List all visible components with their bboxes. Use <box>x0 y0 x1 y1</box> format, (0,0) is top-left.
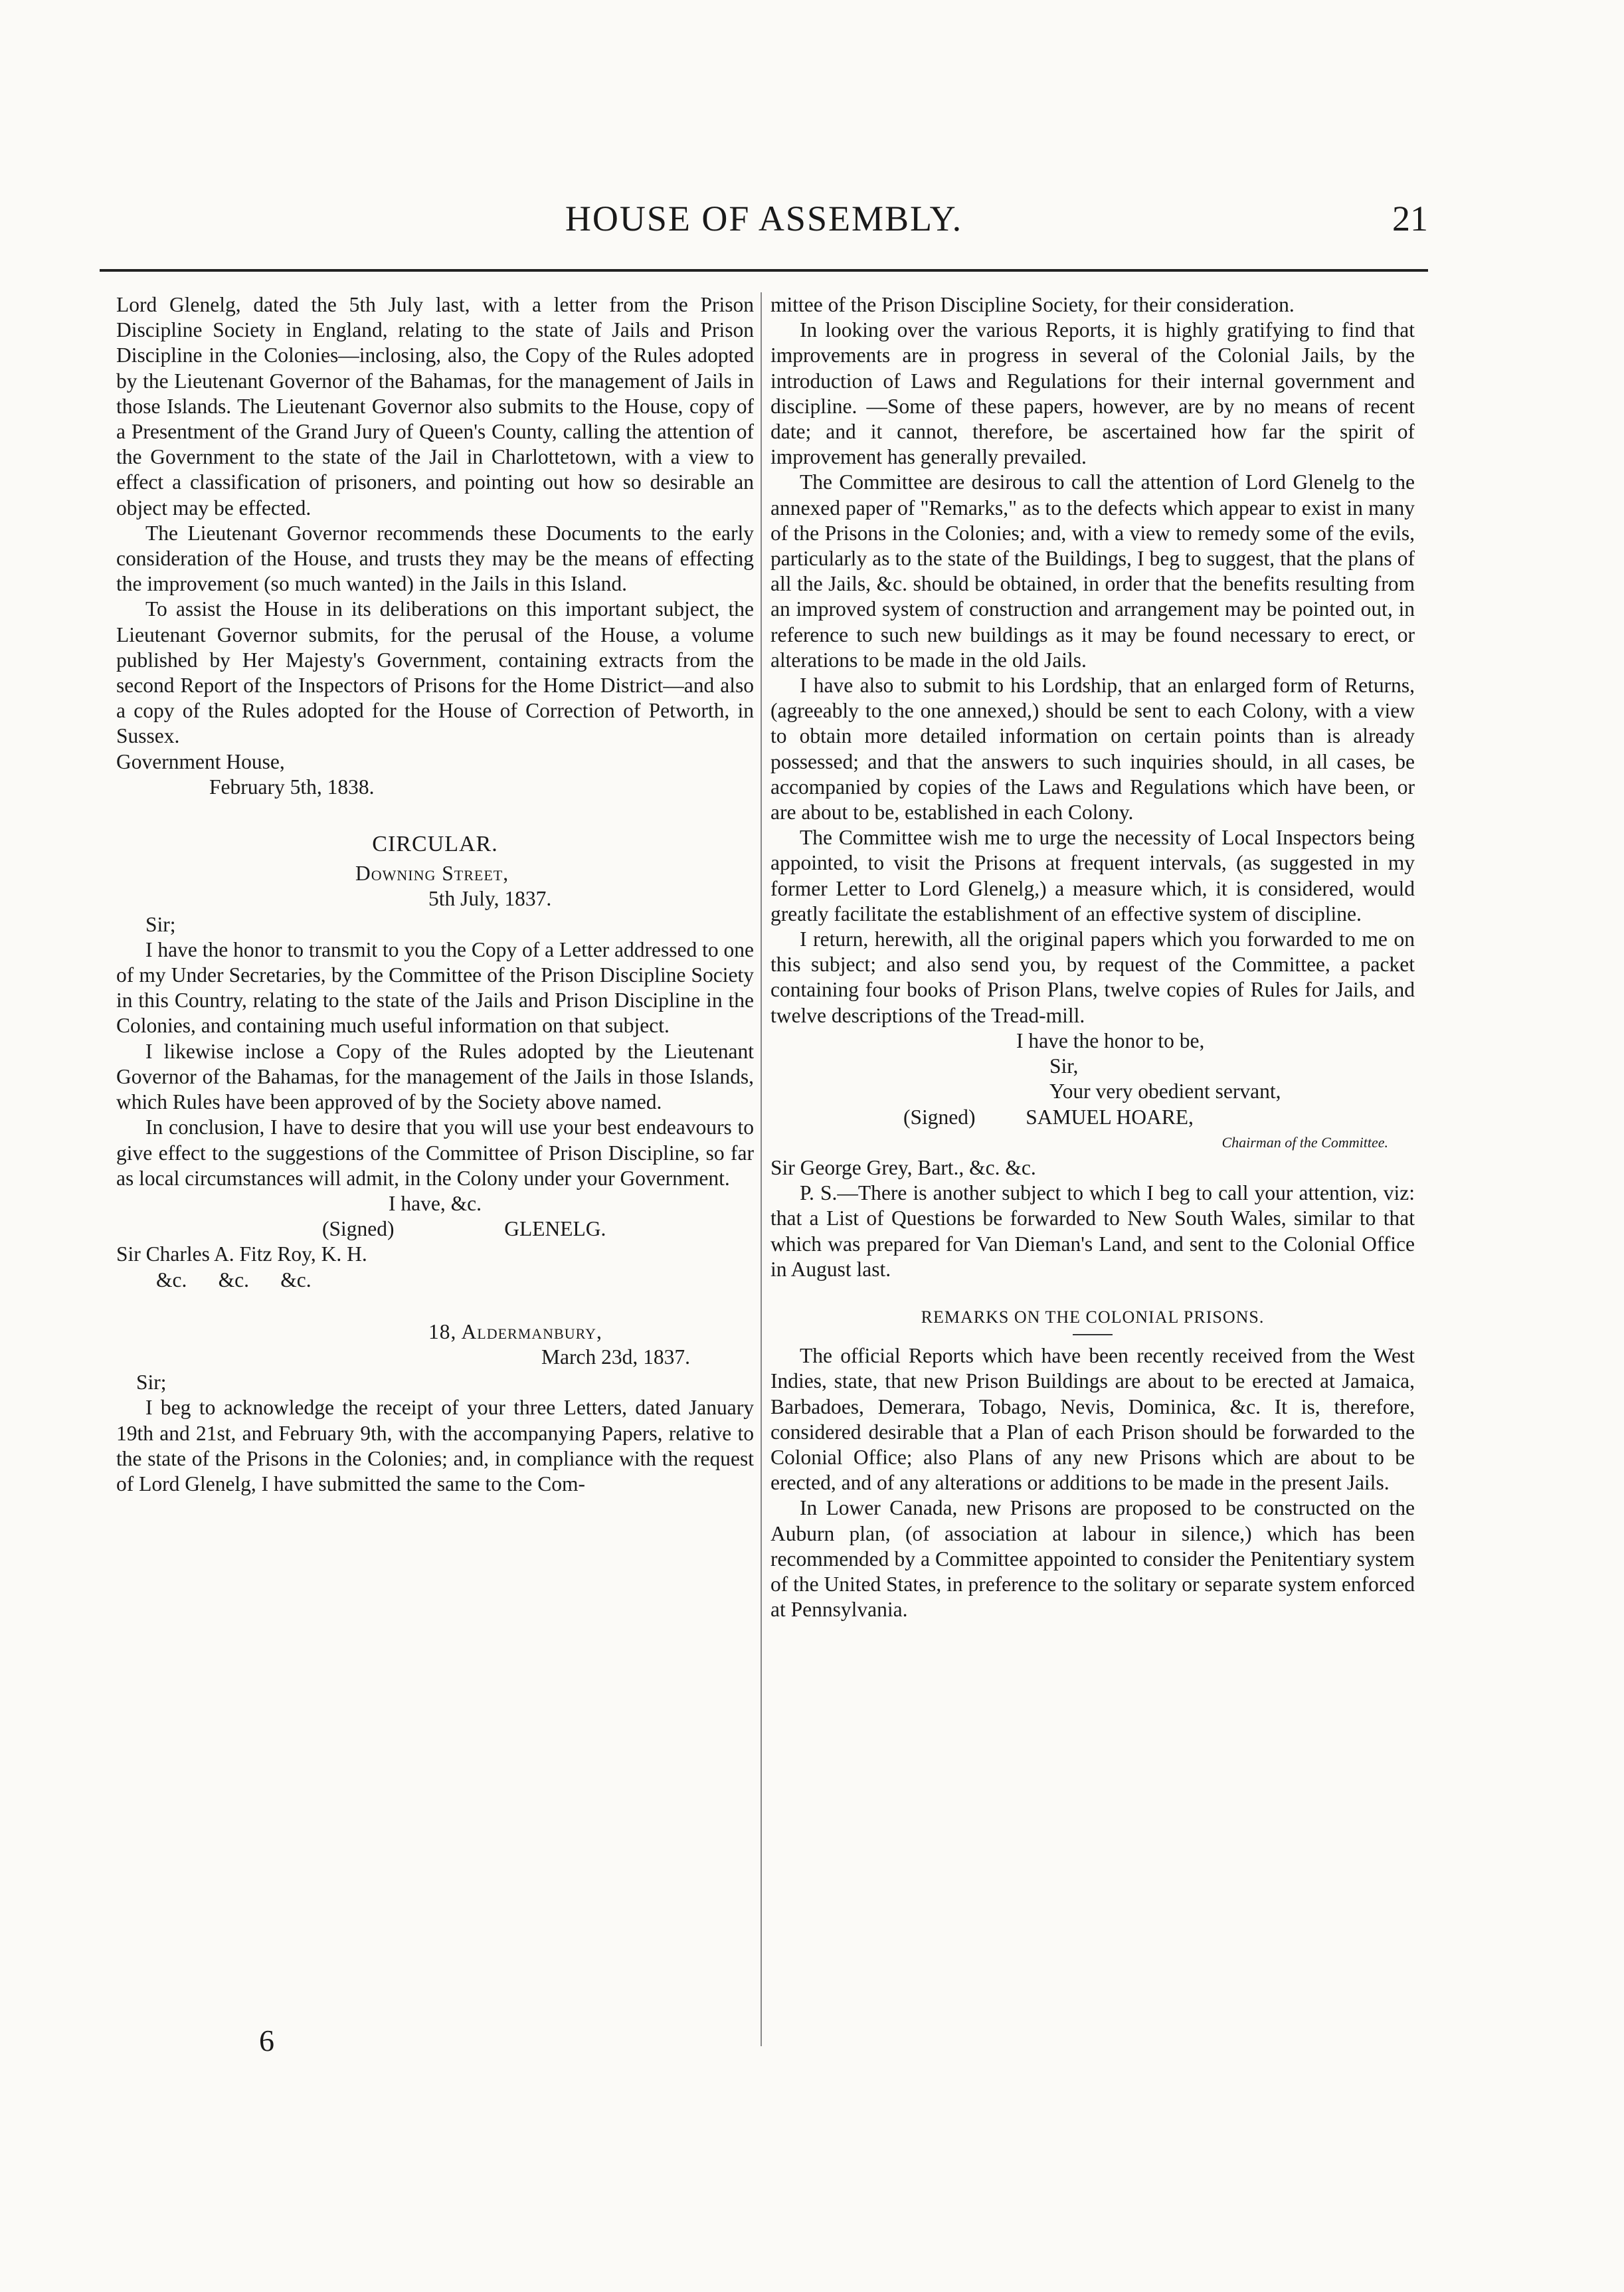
salutation: Sir; <box>145 912 176 936</box>
paragraph: Lord Glenelg, dated the 5th July last, with a letter from the Prison Discipline Society in England, relating to the state of Jails and Prison Discipline in the Colonies—inclosing, also, the Copy of the Rules adopted by the Lieutenant Governor of the Bahamas, for the management of Jails in those Islands. The Lieutenant Governor also submits to the House, copy of a Presentment of the Grand Jury of Queen's County, calling the attention of the Government to the state of the Jail in Charlottetown, with a view to effect a classification of prisoners, and pointing out how so desirable an object may be effected. <box>116 293 754 520</box>
etc-line: &c. &c. &c. <box>156 1268 312 1291</box>
circular-heading: CIRCULAR. <box>372 832 498 857</box>
signature-mark: 6 <box>259 2024 274 2057</box>
paragraph: The official Reports which have been recently received from the West Indies, state, that new Prison Buildings are about to be erected at Jamaica, Barbadoes, Demerara, Tobago, Nevis, Dominica, &c. It is, therefore, considered desirable that a Plan of each Prison should be forwarded to the Colonial Office; also Plans of any new Prisons which are about to be erected, and of any alterations or additions to be made in the present Jails. <box>770 1344 1415 1495</box>
right-column <box>770 292 1415 1622</box>
remarks-heading: REMARKS ON THE COLONIAL PRISONS. <box>921 1307 1265 1327</box>
closing-line: I have the honor to be, <box>1016 1028 1205 1052</box>
salutation: Sir; <box>136 1371 167 1394</box>
signer-name: GLENELG. <box>504 1217 606 1241</box>
paragraph: In Lower Canada, new Prisons are proposed to be constructed on the Auburn plan, (of association at labour in silence,) which has been recommended by a Committee appointed to consider the Penitentiary system of the United States, in preference to the solitary or separate system enforced at Pennsylvania. <box>770 1496 1415 1622</box>
paragraph: I have also to submit to his Lordship, that an enlarged form of Returns, (agreeably to the one annexed,) should be sent to each Colony, with a view to obtain more detailed information on certain points than is already possessed; and that the answers to such inquiries should, in all cases, be accompanied by copies of the Laws and Regulations which have been, or are about to be, established in each Colony. <box>770 674 1415 824</box>
paragraph: In looking over the various Reports, it is highly gratifying to find that improvements are in progress in several of the Colonial Jails, by the introduction of Laws and Regulations for their internal government and discipline. —Some of these papers, however, are by no means of recent date; and it cannot, therefore, be ascertained how far the spirit of improvement has generally prevailed. <box>770 318 1415 469</box>
place-line: Government House, <box>116 749 285 773</box>
paragraph: I beg to acknowledge the receipt of your three Letters, dated January 19th and 21st, and February 9th, with the accompanying Papers, relative to the state of the Prisons in the Colonies; and, in compliance with the request of Lord Glenelg, I have submitted the same to the Com- <box>116 1396 754 1495</box>
closing-line: Your very obedient servant, <box>1049 1080 1281 1103</box>
paragraph: P. S.—There is another subject to which I beg to call your attention, viz: that a List of Questions be forwarded to New South Wales, similar to that which was prepared for Van Dieman's Land, and sent to the Colonial Office in August last. <box>770 1181 1415 1281</box>
signature-line <box>770 1105 1415 1130</box>
heading-rule <box>1073 1334 1113 1335</box>
paragraph: mittee of the Prison Discipline Society, for their consideration. <box>770 293 1295 316</box>
paragraph: I likewise inclose a Copy of the Rules adopted by the Lieutenant Governor of the Bahamas, for the management of the Jails in those Islands, which Rules have been approved of by the Society above named. <box>116 1039 754 1114</box>
paragraph: The Committee are desirous to call the attention of Lord Glenelg to the annexed paper of "Remarks," as to the defects which appear to exist in many of the Prisons in the Colonies; and, with a view to remedy some of the evils, particularly as to the state of the Buildings, I beg to suggest, that the plans of all the Jails, &c. should be obtained, in order that the benefits resulting from an improved system of construction and arrangement may be pointed out, in reference to such new buildings as it may be found necessary to erect, or alterations to be made in the old Jails. <box>770 470 1415 672</box>
signed-label: (Signed) <box>903 1105 976 1129</box>
paragraph: The Lieutenant Governor recommends these Documents to the early consideration of the House, and trusts they may be the means of effecting the improvement (so much wanted) in the Jails in this Island. <box>116 521 754 596</box>
column-divider <box>761 292 762 2046</box>
paragraph: I return, herewith, all the original papers which you forwarded to me on this subject; and also send you, by request of the Committee, a packet containing four books of Prison Plans, twelve copies of Rules for Jails, and twelve descriptions of the Tread-mill. <box>770 927 1415 1027</box>
page-number: 21 <box>1392 199 1428 239</box>
circular-date: 5th July, 1837. <box>428 887 552 911</box>
date-line: February 5th, 1838. <box>209 775 375 799</box>
signature-line <box>116 1216 754 1242</box>
letter-date: March 23d, 1837. <box>541 1345 690 1369</box>
paragraph: I have the honor to transmit to you the Copy of a Letter addressed to one of my Under Secretaries, by the Committee of the Prison Discipline Society in this Country, relating to the state of the Jails and Prison Discipline in the Colonies, and containing much useful information on that subject. <box>116 937 754 1038</box>
circular-address: Downing Street, <box>355 862 509 886</box>
closing-line: Sir, <box>1049 1054 1079 1078</box>
signer-title: Chairman of the Committee. <box>1221 1133 1388 1151</box>
letter-address: 18, Aldermanbury, <box>428 1319 602 1343</box>
paragraph: The Committee wish me to urge the necessity of Local Inspectors being appointed, to visit the Prisons at frequent intervals, (as suggested in my former Letter to Lord Glenelg,) a measure which, it is considered, would greatly facilitate the establishment of an effective system of discipline. <box>770 826 1415 925</box>
header-rule <box>100 269 1428 272</box>
page-title: HOUSE OF ASSEMBLY. <box>565 199 963 239</box>
recipient-line: Sir Charles A. Fitz Roy, K. H. <box>116 1242 367 1266</box>
signer-name: SAMUEL HOARE, <box>1026 1105 1194 1129</box>
signed-label: (Signed) <box>322 1217 395 1241</box>
paragraph: To assist the House in its deliberations on this important subject, the Lieutenant Governor submits, for the perusal of the House, a volume published by Her Majesty's Government, containing extracts from the second Report of the Inspectors of Prisons for the Home District—and also a copy of the Rules adopted for the House of Correction of Petworth, in Sussex. <box>116 597 754 748</box>
recipient-line: Sir George Grey, Bart., &c. &c. <box>770 1155 1036 1179</box>
paragraph: In conclusion, I have to desire that you will use your best endeavours to give effect to the suggestions of the Committee of Prison Discipline, so far as local circumstances will admit, in the Colony under your Government. <box>116 1115 754 1190</box>
page-header <box>100 193 1428 252</box>
closing-line: I have, &c. <box>389 1191 482 1215</box>
left-column <box>116 292 754 1497</box>
